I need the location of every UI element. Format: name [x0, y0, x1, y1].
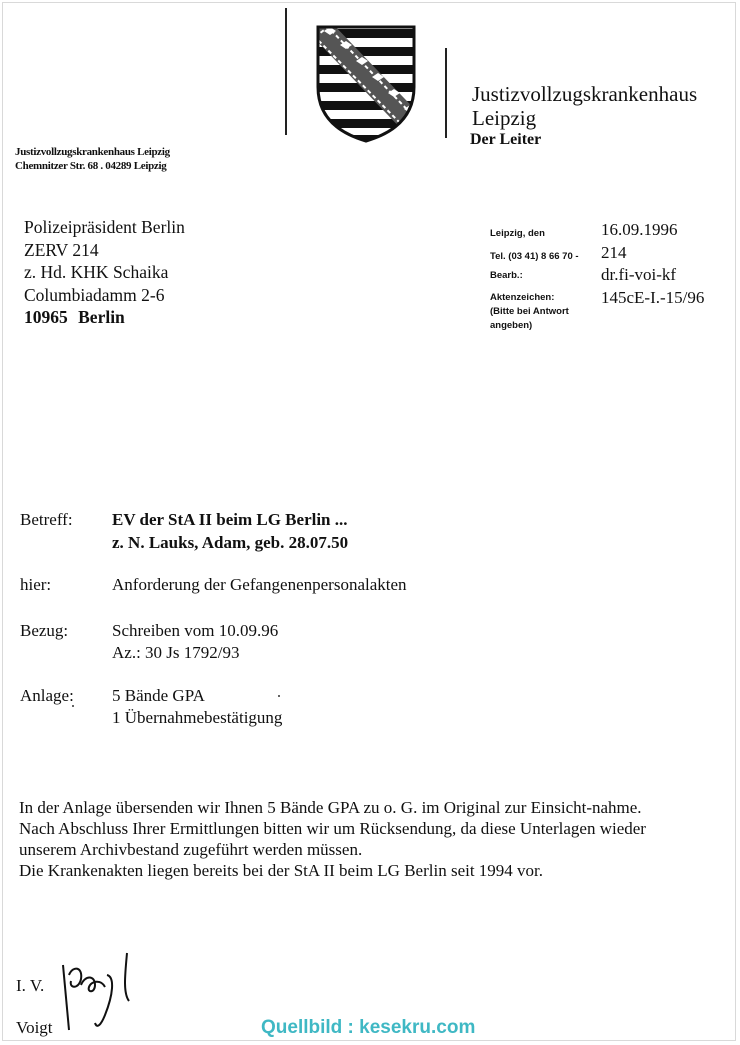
file-label: Aktenzeichen:: [490, 292, 555, 303]
institution-line-1: Justizvollzugskrankenhaus: [472, 82, 698, 106]
date-value: 16.09.1996: [601, 220, 678, 239]
hier-label: hier:: [20, 575, 52, 594]
recipient-city: Berlin: [78, 307, 125, 327]
date-label: Leipzig, den: [490, 228, 545, 239]
hier-value: Anforderung der Gefangenenpersonalakten: [112, 575, 407, 594]
betreff-line-1: EV der StA II beim LG Berlin ...: [112, 510, 348, 529]
anlage-line-1: 5 Bände GPA: [112, 686, 205, 705]
editor-label: Bearb.:: [490, 270, 523, 281]
director-title: Der Leiter: [470, 131, 542, 148]
recipient-line-3: z. Hd. KHK Schaika: [24, 262, 169, 282]
handwritten-signature: [55, 945, 145, 1035]
file-note-1: (Bitte bei Antwort: [490, 306, 569, 317]
betreff-line-2: z. N. Lauks, Adam, geb. 28.07.50: [112, 533, 349, 552]
signatory-name: Voigt: [16, 1018, 53, 1037]
anlage-line-2: 1 Übernahmebestätigung: [112, 708, 283, 727]
file-value: 145cE-I.-15/96: [601, 287, 705, 307]
letter-body: [19, 797, 699, 881]
file-note-2: angeben): [490, 320, 533, 331]
tel-label: Tel. (03 41) 8 66 70 -: [490, 251, 579, 262]
signature-prefix: I. V.: [16, 976, 45, 995]
header-rule-left: [285, 8, 287, 135]
bezug-line-1: Schreiben vom 10.09.96: [112, 621, 279, 640]
anlage-label: Anlage:: [20, 686, 74, 705]
scan-speck: [72, 705, 74, 707]
recipient-line-1: Polizeipräsident Berlin: [24, 217, 185, 237]
body-paragraph-3: Die Krankenakten liegen bereits bei der StA II beim LG Berlin seit 1994 vor.: [19, 861, 544, 880]
sender-address: [15, 145, 170, 173]
bezug-label: Bezug:: [20, 621, 69, 640]
recipient-zip: 10965: [24, 307, 68, 327]
editor-value: dr.fi-voi-kf: [601, 265, 677, 284]
sender-line-2: Chemnitzer Str. 68 . 04289 Leipzig: [15, 160, 167, 172]
recipient-line-4: Columbiadamm 2-6: [24, 284, 165, 305]
header-rule-right: [445, 48, 447, 138]
recipient-address: [24, 216, 185, 329]
bezug-line-2: Az.: 30 Js 1792/93: [112, 643, 240, 662]
source-watermark: Quellbild : kesekru.com: [261, 1017, 476, 1038]
body-paragraph-2: Nach Abschluss Ihrer Ermittlungen bitten wir um Rücksendung, da diese Unterlagen wieder unserem Archivbestand zugeführt werden müssen.: [19, 819, 646, 859]
saxony-coat-of-arms: [316, 25, 416, 143]
recipient-line-2: ZERV 214: [24, 239, 99, 260]
recipient-city-line: [24, 306, 185, 329]
reference-values: [601, 219, 704, 309]
sender-line-1: Justizvollzugskrankenhaus Leipzig: [15, 146, 170, 158]
betreff-label: Betreff:: [20, 510, 73, 529]
body-paragraph-1: In der Anlage übersenden wir Ihnen 5 Bände GPA zu o. G. im Original zur Einsicht-nahme.: [19, 798, 642, 817]
tel-value: 214: [601, 242, 627, 262]
scan-speck: [278, 695, 280, 697]
institution-line-2: Leipzig: [472, 106, 537, 130]
institution-name: [472, 82, 697, 130]
